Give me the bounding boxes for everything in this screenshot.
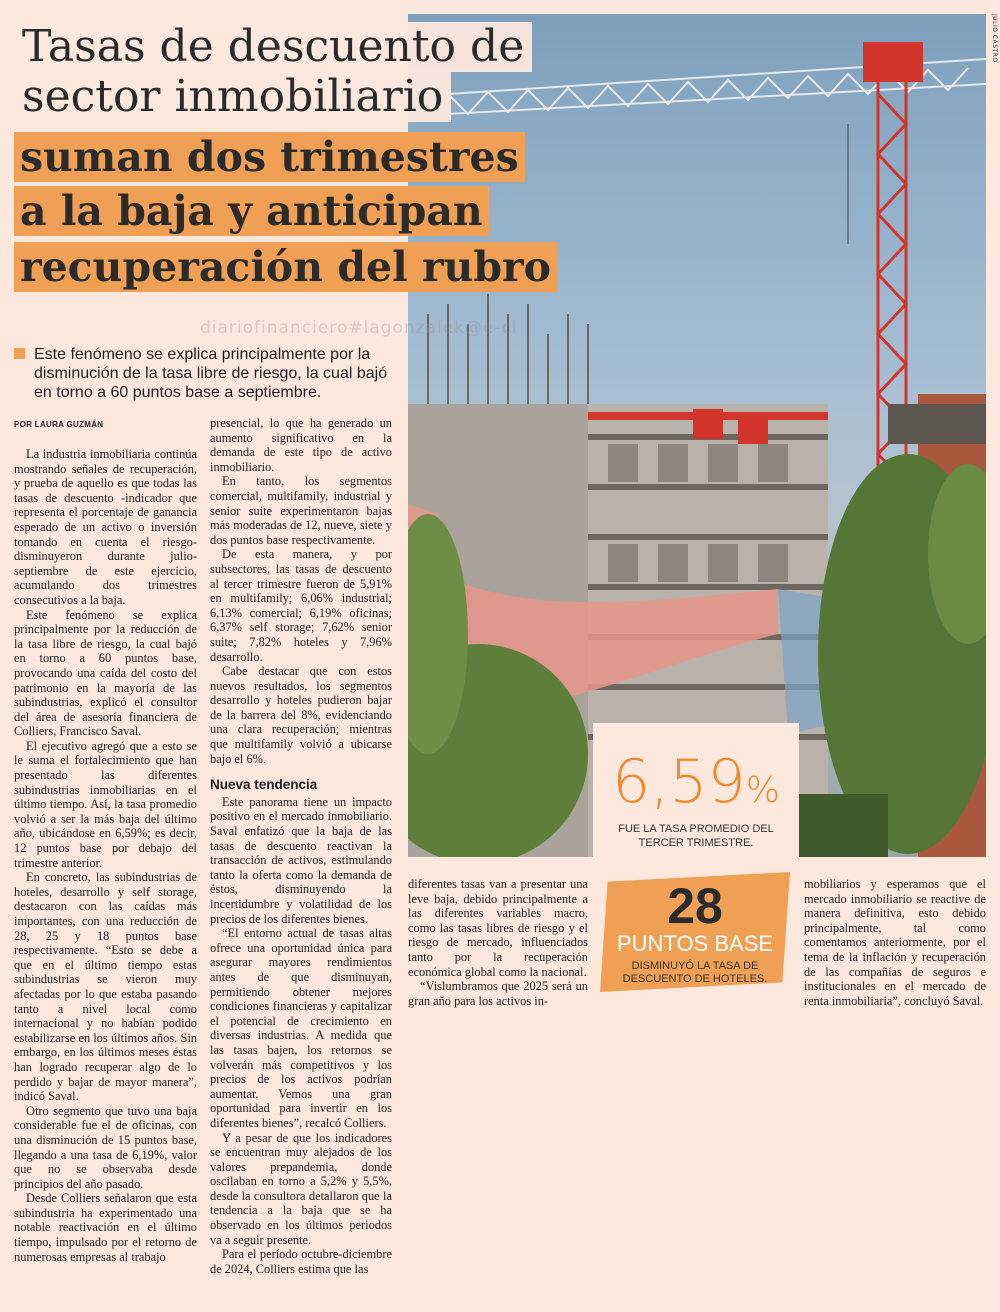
paragraph: El ejecutivo agregó que a esto se le suma el fortalecimiento que han presentado las diferentes subindustrias inmobiliarias en el último tiempo. Así, la tasa promedio volvió a ser la más baja del último año, ubicándose en 6,59%; es decir, 12 puntos base por debajo del trimestre anterior. xyxy=(14,738,197,870)
stat-caption-line-1: FUE LA TASA PROMEDIO DEL xyxy=(618,823,774,835)
stat-average-rate xyxy=(593,723,799,860)
stat-caption-line-1: DISMINUYÓ LA TASA DE xyxy=(631,960,759,972)
watermark: diariofinanciero#lagonzalek@e-cl xyxy=(200,318,518,338)
paragraph: Para el período octubre-diciembre de 2024, Colliers estima que las xyxy=(210,1247,392,1276)
stat-number: 6,59 xyxy=(612,747,746,817)
subhead: Nueva tendencia xyxy=(210,777,318,793)
stat-unit: PUNTOS BASE xyxy=(616,931,774,956)
paragraph: “Vislumbramos que 2025 será un gran año para los activos in- xyxy=(408,979,588,1008)
body-column-3 xyxy=(408,877,588,1008)
paragraph: mobiliarios y esperamos que el mercado inmobiliario se reactive de manera definitiva, esto debido principalmente, tal como comentamos anteriormente, por el tema de la inflación y recuperación de las compañías de seguros e institucionales en el mercado de renta inmobiliaria”, concluyó Saval. xyxy=(804,877,986,1008)
headline-line-4: a la baja y anticipan xyxy=(14,186,489,236)
paragraph: presencial, lo que ha generado un aumento significativo en la demanda de este tipo de activo inmobiliario. xyxy=(210,416,392,474)
paragraph: Este fenómeno se explica principalmente por la reducción de la tasa libre de riesgo, la cual bajó en torno a 60 puntos base, provocando una caída del costo del patrimonio en la mayoría de las subindustrias, explicó el consultor del área de asesoría financiera de Colliers, Francisco Saval. xyxy=(14,607,197,739)
stat-caption-line-2: DESCUENTO DE HOTELES. xyxy=(622,973,768,985)
body-column-2 xyxy=(210,416,392,1276)
paragraph: Otro segmento que tuvo una baja considerable fue el de oficinas, con una disminución de 15 puntos base, llegando a una tasa de 6,19%, valor que no se observaba desde principios del año pasado. xyxy=(14,1103,197,1191)
paragraph: Desde Colliers señalaron que esta subindustria ha experimentado una notable reactivación en el último tiempo, impulsado por el retorno de numerosas empresas al trabajo xyxy=(14,1191,197,1264)
headline-line-3: suman dos trimestres xyxy=(14,132,525,182)
paragraph: En tanto, los segmentos comercial, multifamily, industrial y senior suite experimentaron bajas más moderadas de 12, nueve, siete y dos puntos base respectivamente. xyxy=(210,474,392,547)
headline-line-1: Tasas de descuento de xyxy=(14,22,532,72)
body-column-4 xyxy=(804,877,986,1008)
stat-number: 28 xyxy=(667,878,723,934)
paragraph: diferentes tasas van a presentar una leve baja, debido principalmente a las diferentes variables macro, como las tasas libres de riesgo y el riesgo de mercado, influenciados tanto por la recuperación económica global como la nacional. xyxy=(408,877,588,979)
stat-caption-line-2: TERCER TRIMESTRE. xyxy=(638,837,754,849)
paragraph: “El entorno actual de tasas altas ofrece una oportunidad única para asegurar mayores rendimientos antes de que disminuyan, permitiendo obtener mejores condiciones financieras y capitalizar el potencial de crecimiento en diversas industrias. A medida que las tasas bajen, los retornos se volverán más competitivos y los precios de los activos podrían aumentar. Vemos una gran oportunidad para invertir en los diferentes bienes”, recalcó Colliers. xyxy=(210,926,392,1130)
paragraph: Y a pesar de que los indicadores se encuentran muy alejados de los valores prepandemia, donde oscilaban en torno a 5,2% y 5,5%, desde la consultora detallaron que la tendencia a la baja que se ha observado en los últimos periodos va a seguir presente. xyxy=(210,1130,392,1247)
stat-unit: % xyxy=(745,770,780,811)
byline: POR LAURA GUZMÁN xyxy=(14,420,104,429)
headline-line-5: recuperación del rubro xyxy=(14,242,557,292)
paragraph: La industria inmobiliaria continúa mostrando señales de recuperación, y prueba de aquello es que todas las tasas de descuento -indicador que representa el porcentaje de ganancia esperado de un activo o inversión tomando en cuenta el riesgo- disminuyeron durante julio-septiembre de este ejercicio, acumulando dos trimestres consecutivos a la baja. xyxy=(14,447,197,607)
headline-line-2: sector inmobiliario xyxy=(14,72,451,122)
paragraph: Este panorama tiene un impacto positivo en el mercado inmobiliario. Saval enfatizó que la baja de las tasas de descuento reactivan la transacción de activos, estimulando tanto la oferta como la demanda de éstos, disminuyendo la incertidumbre y volatilidad de los precios de los diferentes bienes. xyxy=(210,794,392,926)
photo-credit: JULIO CASTRO xyxy=(991,14,998,63)
paragraph: En concreto, las subindustrias de hoteles, desarrollo y self storage, destacaron con las caídas más importantes, con una reducción de 28, 25 y 18 puntos base respectivamente. “Esto se debe a que en el último tiempo estas subindustrias se vieron muy afectadas por lo que estaba pasando tanto a nivel local como internacional y no habían podido estabilizarse en los últimos años. Sin embargo, en los últimos meses éstas han logrado recuperar algo de lo perdido y bajar de mayor manera”, indicó Saval. xyxy=(14,870,197,1104)
lead-paragraph: Este fenómeno se explica principalmente por la disminución de la tasa libre de riesgo, la cual bajó en torno a 60 puntos base a septiembre. xyxy=(34,346,388,401)
paragraph: Cabe destacar que con estos nuevos resultados, los segmentos desarrollo y hoteles pudieron bajar de la barrera del 8%, evidenciando una clara recuperación; mientras que multifamily volvió a ubicarse bajo el 6%. xyxy=(210,664,392,766)
body-column-1 xyxy=(14,447,197,1264)
paragraph: De esta manera, y por subsectores, las tasas de descuento al tercer trimestre fueron de 5,91% en multifamily; 6,06% industrial; 6,13% comercial; 6,19% oficinas; 6,37% self storage; 7,62% senior suite; 7,82% hoteles y 7,96% desarrollo. xyxy=(210,547,392,664)
stat-value xyxy=(593,747,799,822)
stat-hotel-basis-points xyxy=(600,872,790,992)
